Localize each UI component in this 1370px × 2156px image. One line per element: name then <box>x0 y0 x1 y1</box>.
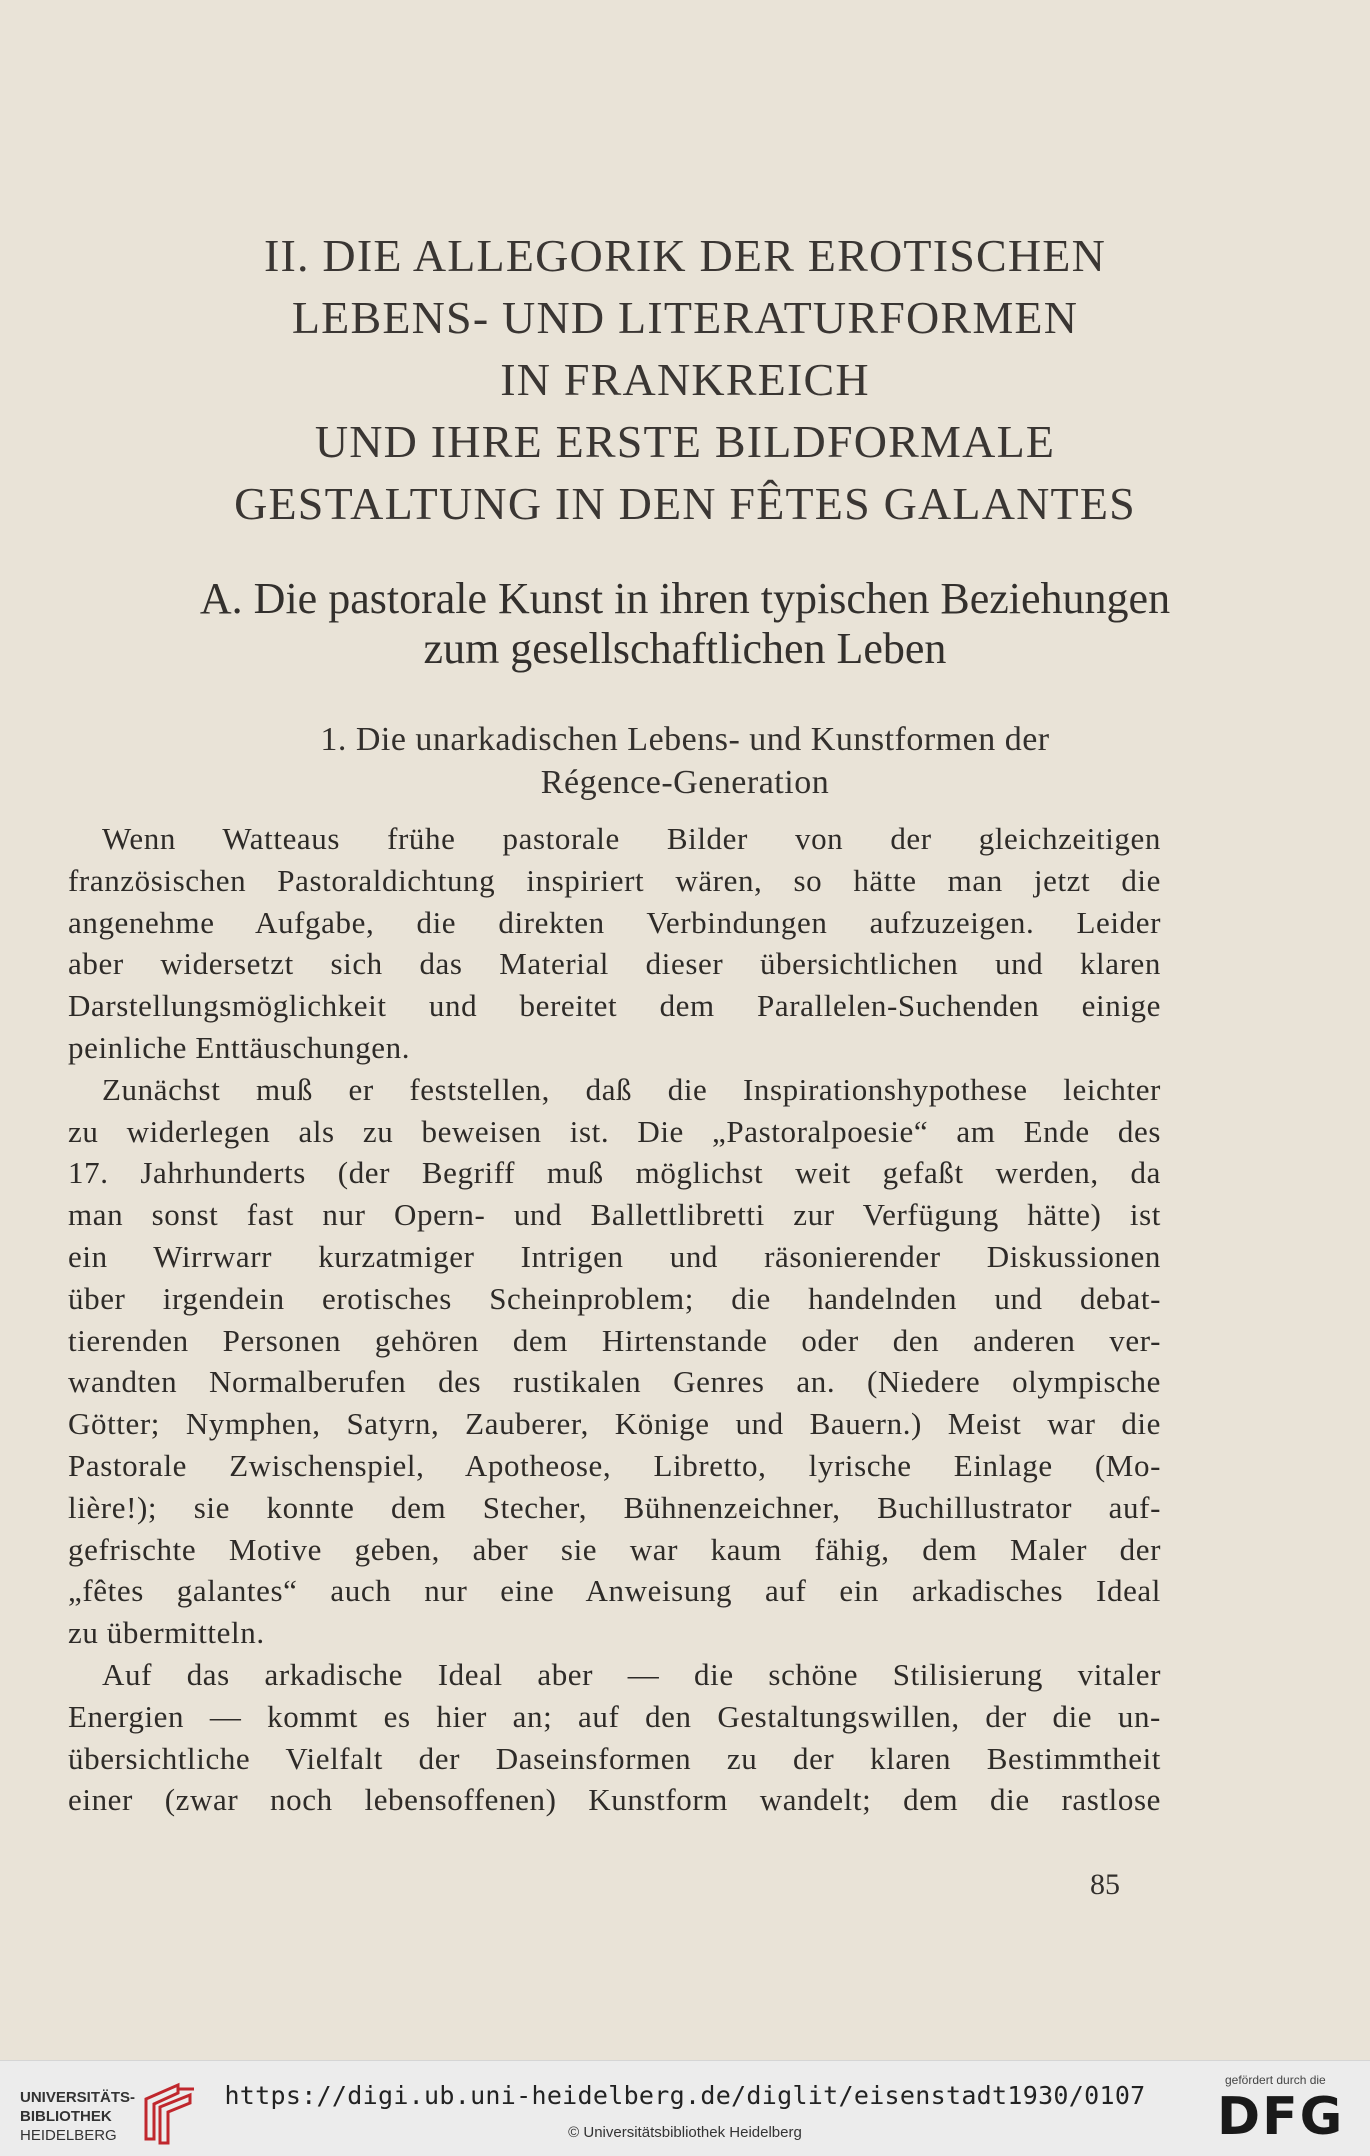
page-number: 85 <box>1090 1868 1120 1901</box>
chapter-title-line: IN FRANKREICH <box>500 354 870 405</box>
chapter-title-line: UND IHRE ERSTE BILDFORMALE <box>314 416 1056 467</box>
text-line: Energien — kommt es hier an; auf den Gestaltungswillen, der die un- <box>68 1698 1161 1734</box>
text-line: zu widerlegen als zu beweisen ist. Die „Pastoralpoesie“ am Ende des <box>68 1113 1161 1149</box>
subsection-title-line: 1. Die unarkadischen Lebens- und Kunstformen der <box>320 721 1050 758</box>
text-line: lière!); sie konnte dem Stecher, Bühnenzeichner, Buchillustrator auf- <box>68 1489 1161 1525</box>
dfg-logo: DFG <box>1217 2087 1345 2147</box>
text-line: Darstellungsmöglichkeit und bereitet dem Parallelen-Suchenden einige <box>68 988 1161 1024</box>
text-line: „fêtes galantes“ auch nur eine Anweisung auf ein arkadisches Ideal <box>68 1573 1161 1609</box>
text-line: einer (zwar noch lebensoffenen) Kunstform wandelt; dem die rastlose <box>68 1782 1161 1818</box>
footer-bar <box>0 2060 1370 2156</box>
library-name-line: HEIDELBERG <box>20 2127 117 2144</box>
subsection-title <box>60 718 1310 804</box>
section-title-line: A. Die pastorale Kunst in ihren typischen Beziehungen <box>199 574 1171 623</box>
funding-note: gefördert durch die <box>1225 2073 1326 2087</box>
text-line: wandten Normalberufen des rustikalen Genres an. (Niedere olympische <box>68 1364 1161 1400</box>
text-line: Götter; Nymphen, Satyrn, Zauberer, Könige und Bauern.) Meist war die <box>68 1406 1161 1442</box>
text-line: Auf das arkadische Ideal aber — die schöne Stilisierung vitaler <box>102 1656 1161 1692</box>
subsection-title-line: Régence-Generation <box>540 764 830 801</box>
chapter-title-line: GESTALTUNG IN DEN FÊTES GALANTES <box>234 478 1136 529</box>
chapter-title-line: LEBENS- UND LITERATURFORMEN <box>291 292 1079 343</box>
text-line: peinliche Enttäuschungen. <box>68 1029 411 1065</box>
funder-block[interactable] <box>1215 2067 1360 2152</box>
chapter-title <box>70 225 1300 535</box>
text-line: über irgendein erotisches Scheinproblem; die handelnden und debat- <box>68 1280 1161 1316</box>
library-name-line: BIBLIOTHEK <box>20 2108 112 2125</box>
section-title <box>60 574 1310 674</box>
text-line: Pastorale Zwischenspiel, Apotheose, Libretto, lyrische Einlage (Mo- <box>68 1447 1161 1483</box>
text-line: Zunächst muß er feststellen, daß die Inspirationshypothese leichter <box>102 1071 1161 1107</box>
permalink-url[interactable]: https://digi.ub.uni-heidelberg.de/diglit/eisenstadt1930/0107 <box>224 2081 1146 2110</box>
text-line: tierenden Personen gehören dem Hirtenstande oder den anderen ver- <box>68 1322 1161 1358</box>
text-line: übersichtliche Vielfalt der Daseinsformen zu der klaren Bestimmtheit <box>68 1740 1161 1776</box>
body-text <box>68 818 1161 1821</box>
text-line: ein Wirrwarr kurzatmiger Intrigen und räsonierender Diskussionen <box>68 1238 1161 1274</box>
text-line: französischen Pastoraldichtung inspiriert wären, so hätte man jetzt die <box>68 862 1161 898</box>
chapter-title-line: II. DIE ALLEGORIK DER EROTISCHEN <box>263 230 1107 281</box>
text-line: man sonst fast nur Opern- und Ballettlibretti zur Verfügung hätte) ist <box>68 1197 1161 1233</box>
text-line: aber widersetzt sich das Material dieser übersichtlichen und klaren <box>68 946 1161 982</box>
copyright-notice: © Universitätsbibliothek Heidelberg <box>568 2124 802 2141</box>
text-line: 17. Jahrhunderts (der Begriff muß möglichst weit gefaßt werden, da <box>68 1155 1161 1191</box>
text-line: gefrischte Motive geben, aber sie war kaum fähig, dem Maler der <box>68 1531 1161 1567</box>
section-title-line: zum gesellschaftlichen Leben <box>423 624 947 673</box>
text-line: Wenn Watteaus frühe pastorale Bilder von der gleichzeitigen <box>102 821 1161 856</box>
library-name-line: UNIVERSITÄTS- <box>20 2089 136 2106</box>
text-line: zu übermitteln. <box>68 1615 265 1651</box>
text-line: angenehme Aufgabe, die direkten Verbindungen aufzuzeigen. Leider <box>68 904 1161 940</box>
